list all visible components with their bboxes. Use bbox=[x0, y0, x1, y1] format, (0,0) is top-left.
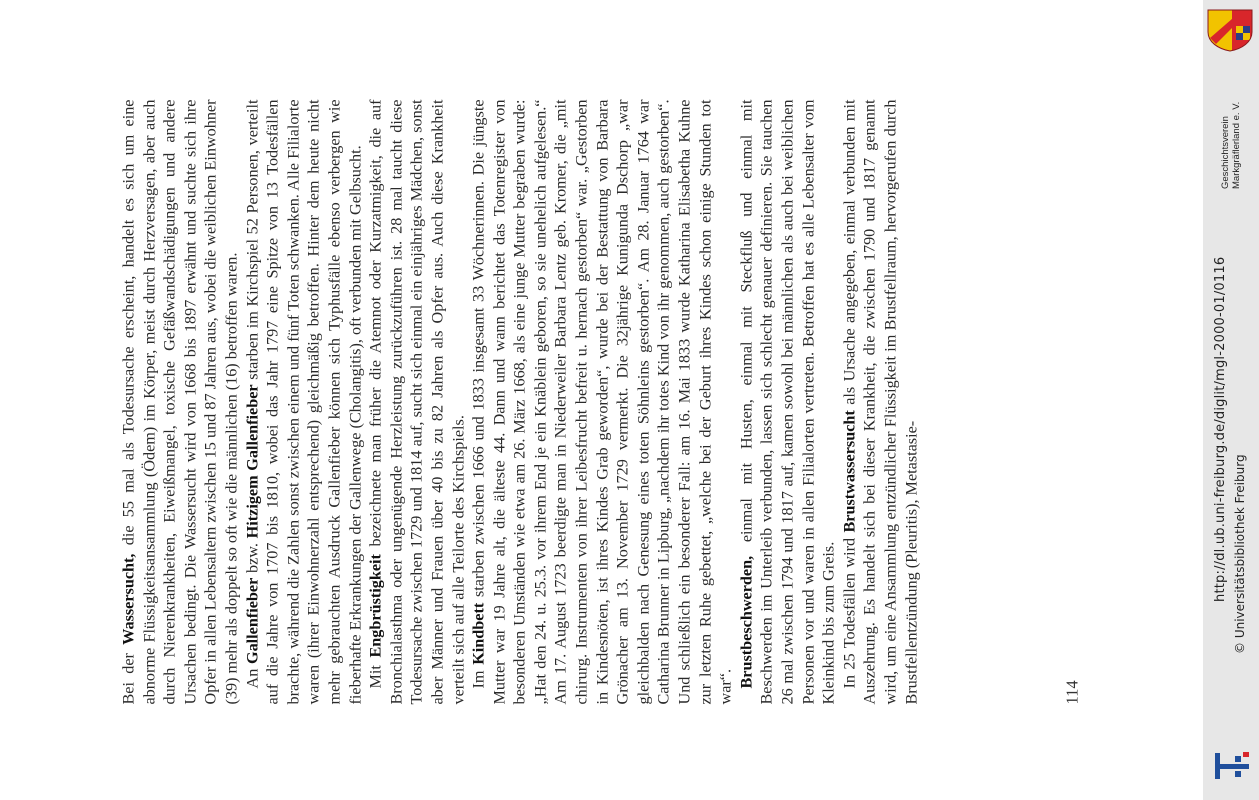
text-run: starben zwischen 1666 und 1833 insgesamt 33 Wöchnerinnen. Die jüngste Mutter war 19 Jahre alt, die älteste 44. Dann und wann berichtet das Totenregister von besonderen Umständen wie etwa am 26. März 1668, als eine junge Mutter begraben wurde: „Hat den 24. u. 25.3. vor ihrem End je ein Knäblein geboren, so sie unehelich aufgelesen.“ Am 17. August 1723 beerdigte man in Niederweiler Barbara Lentz geb. Kromer, die „mit chirurg. Instrumenten von ihrer Leibesfrucht befreit u. hernach gestorben“ war. „Gestorben in Kindesnöten, ist ihres Kindes Grab geworden“, wurde bei der Bestattung von Barbara Grönacher am 13. November 1729 vermerkt. Die 32jährige Kunigunda Dschorp „war gleichbalden nach Genesung eines toten Söhnleins gestorben“. Am 28. Januar 1764 war Catharina Brunner in Lipburg, „nachdem ihr totes Kind von ihr genommen, auch gestorben“. Und schließlich ein besonderer Fall: am 16. Mai 1833 wurde Katharina Elisabetha Kuhne zur letzten Ruhe gebettet, „welche bei der Geburt ihres Kindes schon einige Stunden tot war“. bbox=[469, 98, 735, 704]
logo-bar-4 bbox=[1235, 771, 1241, 777]
paragraph bbox=[468, 99, 736, 704]
bold-term: Engbrüstigkeit bbox=[366, 553, 385, 657]
text-run: bezeichnete man früher die Atemnot oder Kurzatmigkeit, die auf Bronchialasthma oder ungenügende Herzleistung zurückzuführen ist. 28 mal taucht diese Todesursache zwischen 1729 und 1814 auf, sucht sich einmal ein einjähriges Mädchen, sonst aber Männer und Frauen über 40 bis zu 82 Jahren als Opfer aus. Auch diese Krankheit verteilt sich auf alle Teilorte des Kirchspiels. bbox=[366, 99, 467, 704]
text-run: starben im Kirchspiel 52 Personen, verteilt auf die Jahre von 1707 bis 1810, wobei das Jahr 1797 eine Spitze von 13 Todesfällen brachte, während die Zahlen sonst zwischen einem und fünf Toten schwanken. Alle Filialorte waren (ihrer Einwohnerzahl entsprechend) gleichmäßig betroffen. Hinter dem heute nicht mehr gebrauchten Ausdruck Gallenfieber können sich Typhusfälle ebenso verbergen wie fieberhafte Erkrankungen der Gallenwege (Cholangitis), oft verbunden mit Gelbsucht. bbox=[242, 99, 364, 704]
metadata-text-strip bbox=[1203, 0, 1259, 800]
bold-term: Brustwassersucht bbox=[839, 409, 858, 533]
text-run: bzw. bbox=[242, 537, 261, 578]
publisher-line-2: Markgräflerland e. V. bbox=[1231, 101, 1242, 189]
paragraph bbox=[118, 99, 242, 704]
ub-freiburg-logo-icon bbox=[1211, 748, 1253, 784]
bold-term: Gallenfieber bbox=[242, 577, 261, 664]
paragraph bbox=[242, 99, 366, 704]
text-run: die 55 mal als Todesursache erscheint, handelt es sich um eine abnorme Flüssigkeitsansammlung (Ödem) im Körper, meist durch Herzversagen, aber auch durch Nierenkrankheiten, Eiweißmangel, toxische Gefäßwandschädigungen und andere Ursachen bedingt. Die Wassersucht wird von 1668 bis 1897 erwähnt und suchte sich ihre Opfer in allen Lebensaltern zwischen 15 und 87 Jahren aus, wobei die weiblichen Einwohner (39) mehr als doppelt so oft wie die männlichen (16) betroffen waren. bbox=[119, 99, 240, 704]
publisher-line-1: Geschichtsverein bbox=[1220, 116, 1231, 189]
bold-term: Hitzigem Gallenfieber bbox=[242, 383, 261, 538]
paragraph bbox=[839, 99, 921, 704]
publisher-name bbox=[1220, 102, 1242, 189]
text-run: als Ursache angegeben, einmal verbunden mit Auszehrung. Es handelt sich bei dieser Krankheit, die zwischen 1790 und 1817 genannt wird, um eine Ansammlung entzündlicher Flüssigkeit im Brustfellraum, hervorgerufen durch Brustfellentzündung (Pleuritis), Metastasie- bbox=[839, 99, 920, 704]
logo-accent bbox=[1243, 752, 1249, 757]
text-run: Bei der bbox=[119, 644, 137, 704]
text-run: einmal mit Husten, einmal mit Steckfluß und einmal mit Beschwerden im Unterleib verbunden, lassen sich schlecht genauer definieren. Sie tauchen 26 mal zwischen 1794 und 1817 auf, kamen sowohl bei männlichen als auch bei weiblichen Personen vor und waren in allen Filialorten vertreten. Betroffen hat es alle Lebensalter vom Kleinkind bis zum Greis. bbox=[736, 99, 838, 704]
text-run: In 25 Todesfällen wird bbox=[839, 532, 858, 688]
text-run: An bbox=[242, 663, 261, 688]
paragraph bbox=[736, 99, 839, 704]
page-number: 114 bbox=[1062, 679, 1081, 704]
logo-bar-1 bbox=[1215, 764, 1249, 769]
bold-term: Brustbeschwerden, bbox=[736, 555, 755, 688]
permalink-url[interactable]: http://dl.ub.uni-freiburg.de/diglit/mgl-2000-01/0116 bbox=[1213, 256, 1228, 602]
bold-term: Wassersucht, bbox=[119, 553, 137, 645]
logo-bar-3 bbox=[1235, 756, 1241, 762]
logo-bar-2 bbox=[1215, 753, 1220, 779]
text-run: Im bbox=[469, 664, 488, 688]
text-run: Mit bbox=[366, 657, 385, 688]
coat-of-arms-icon bbox=[1206, 8, 1254, 52]
page-body bbox=[118, 99, 921, 704]
bold-term: Kindbett bbox=[469, 602, 488, 665]
copyright-notice: © Universitätsbibliothek Freiburg bbox=[1233, 454, 1247, 654]
paragraph bbox=[365, 99, 468, 704]
